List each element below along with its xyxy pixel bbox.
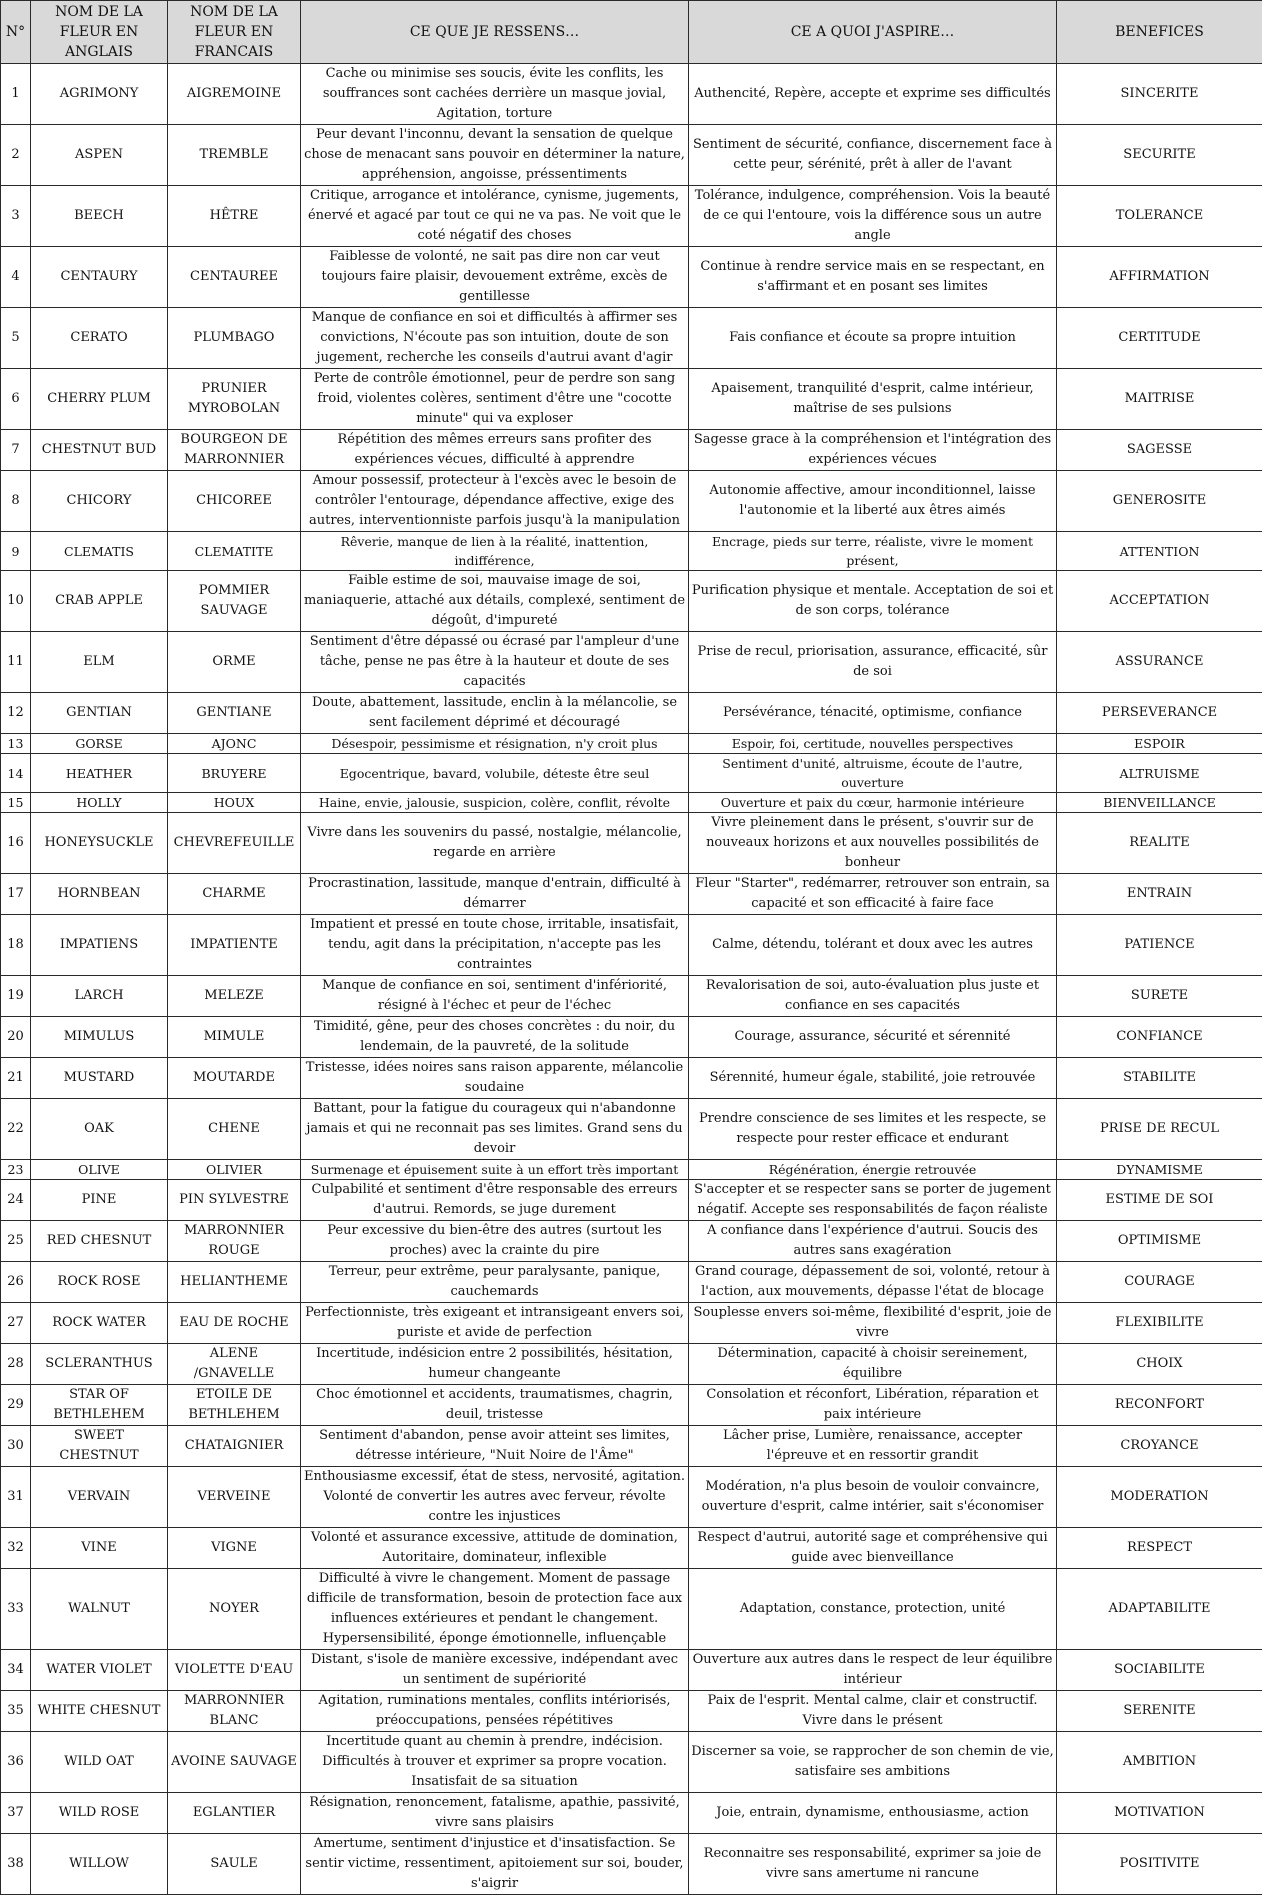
cell-english-name: HEATHER <box>31 754 168 793</box>
cell-feelings: Manque de confiance en soi et difficultés à affirmer ses convictions, N'écoute pas son intuition, doute de son jugement, recherche les conseils d'autrui avant d'agir <box>301 308 689 369</box>
cell-num: 1 <box>1 64 31 125</box>
cell-english-name: VERVAIN <box>31 1467 168 1528</box>
cell-feelings: Difficulté à vivre le changement. Moment de passage difficile de transformation, besoin de protection face aux influences extérieures et pendant le changement. Hypersensibilité, éponge émotionnelle, influençable <box>301 1569 689 1650</box>
cell-benefit: PERSEVERANCE <box>1057 693 1262 734</box>
cell-benefit: SOCIABILITE <box>1057 1650 1262 1691</box>
cell-french-name: BRUYERE <box>168 754 301 793</box>
cell-aspirations: Purification physique et mentale. Acceptation de soi et de son corps, tolérance <box>689 571 1057 632</box>
cell-feelings: Tristesse, idées noires sans raison apparente, mélancolie soudaine <box>301 1058 689 1099</box>
cell-english-name: OAK <box>31 1099 168 1160</box>
cell-aspirations: Respect d'autrui, autorité sage et compréhensive qui guide avec bienveillance <box>689 1528 1057 1569</box>
cell-french-name: MELEZE <box>168 976 301 1017</box>
cell-aspirations: Calme, détendu, tolérant et doux avec les autres <box>689 915 1057 976</box>
cell-benefit: CERTITUDE <box>1057 308 1262 369</box>
header-french-name: NOM DE LA FLEUR EN FRANCAIS <box>168 1 301 64</box>
cell-english-name: SCLERANTHUS <box>31 1344 168 1385</box>
cell-benefit: SINCERITE <box>1057 64 1262 125</box>
cell-feelings: Choc émotionnel et accidents, traumatismes, chagrin, deuil, tristesse <box>301 1385 689 1426</box>
cell-french-name: GENTIANE <box>168 693 301 734</box>
cell-french-name: VIGNE <box>168 1528 301 1569</box>
cell-feelings: Rêverie, manque de lien à la réalité, inattention, indifférence, <box>301 532 689 571</box>
header-num: N° <box>1 1 31 64</box>
cell-english-name: VINE <box>31 1528 168 1569</box>
cell-benefit: CHOIX <box>1057 1344 1262 1385</box>
cell-french-name: NOYER <box>168 1569 301 1650</box>
cell-num: 34 <box>1 1650 31 1691</box>
cell-num: 29 <box>1 1385 31 1426</box>
cell-french-name: AJONC <box>168 734 301 754</box>
cell-aspirations: Grand courage, dépassement de soi, volonté, retour à l'action, aux mouvements, dépasse l'état de blocage <box>689 1262 1057 1303</box>
cell-english-name: BEECH <box>31 186 168 247</box>
cell-english-name: OLIVE <box>31 1160 168 1180</box>
table-row <box>1 915 1262 976</box>
cell-num: 19 <box>1 976 31 1017</box>
cell-french-name: CHATAIGNIER <box>168 1426 301 1467</box>
cell-num: 27 <box>1 1303 31 1344</box>
cell-feelings: Cache ou minimise ses soucis, évite les conflits, les souffrances sont cachées derrière un masque jovial, Agitation, torture <box>301 64 689 125</box>
table-row <box>1 1732 1262 1793</box>
table-row <box>1 632 1262 693</box>
cell-feelings: Sentiment d'être dépassé ou écrasé par l'ampleur d'une tâche, pense ne pas être à la hauteur et doute de ses capacités <box>301 632 689 693</box>
cell-aspirations: Apaisement, tranquilité d'esprit, calme intérieur, maîtrise de ses pulsions <box>689 369 1057 430</box>
cell-english-name: ASPEN <box>31 125 168 186</box>
cell-english-name: CERATO <box>31 308 168 369</box>
cell-feelings: Faiblesse de volonté, ne sait pas dire non car veut toujours faire plaisir, devouement extrême, excès de gentillesse <box>301 247 689 308</box>
cell-french-name: MARRONNIER BLANC <box>168 1691 301 1732</box>
cell-benefit: STABILITE <box>1057 1058 1262 1099</box>
cell-num: 23 <box>1 1160 31 1180</box>
header-english-name: NOM DE LA FLEUR EN ANGLAIS <box>31 1 168 64</box>
cell-num: 8 <box>1 471 31 532</box>
cell-french-name: MARRONNIER ROUGE <box>168 1221 301 1262</box>
cell-aspirations: Authencité, Repère, accepte et exprime ses difficultés <box>689 64 1057 125</box>
cell-num: 18 <box>1 915 31 976</box>
cell-feelings: Terreur, peur extrême, peur paralysante, panique, cauchemards <box>301 1262 689 1303</box>
cell-num: 37 <box>1 1793 31 1834</box>
cell-num: 35 <box>1 1691 31 1732</box>
cell-english-name: RED CHESNUT <box>31 1221 168 1262</box>
cell-feelings: Surmenage et épuisement suite à un effort très important <box>301 1160 689 1180</box>
cell-french-name: CENTAUREE <box>168 247 301 308</box>
cell-feelings: Incertitude, indésicion entre 2 possibilités, hésitation, humeur changeante <box>301 1344 689 1385</box>
cell-aspirations: Espoir, foi, certitude, nouvelles perspectives <box>689 734 1057 754</box>
cell-benefit: MAITRISE <box>1057 369 1262 430</box>
cell-num: 17 <box>1 874 31 915</box>
cell-feelings: Répétition des mêmes erreurs sans profiter des expériences vécues, difficulté à apprendre <box>301 430 689 471</box>
cell-aspirations: Encrage, pieds sur terre, réaliste, vivre le moment présent, <box>689 532 1057 571</box>
cell-aspirations: Vivre pleinement dans le présent, s'ouvrir sur de nouveaux horizons et aux nouvelles possibilités de bonheur <box>689 813 1057 874</box>
cell-benefit: ATTENTION <box>1057 532 1262 571</box>
cell-benefit: BIENVEILLANCE <box>1057 793 1262 813</box>
cell-french-name: ORME <box>168 632 301 693</box>
cell-num: 12 <box>1 693 31 734</box>
cell-aspirations: Joie, entrain, dynamisme, enthousiasme, action <box>689 1793 1057 1834</box>
cell-feelings: Manque de confiance en soi, sentiment d'infériorité, résigné à l'échec et peur de l'échec <box>301 976 689 1017</box>
cell-num: 20 <box>1 1017 31 1058</box>
cell-aspirations: Ouverture aux autres dans le respect de leur équilibre intérieur <box>689 1650 1057 1691</box>
cell-benefit: SAGESSE <box>1057 430 1262 471</box>
cell-feelings: Peur devant l'inconnu, devant la sensation de quelque chose de menacant sans pouvoir en déterminer la nature, appréhension, angoisse, préssentiments <box>301 125 689 186</box>
table-row <box>1 308 1262 369</box>
cell-benefit: MOTIVATION <box>1057 1793 1262 1834</box>
table-row <box>1 1569 1262 1650</box>
cell-aspirations: Persévérance, ténacité, optimisme, confiance <box>689 693 1057 734</box>
cell-aspirations: Tolérance, indulgence, compréhension. Vois la beauté de ce qui l'entoure, vois la différence sous un autre angle <box>689 186 1057 247</box>
cell-feelings: Incertitude quant au chemin à prendre, indécision. Difficultés à trouver et exprimer sa propre vocation. Insatisfait de sa situation <box>301 1732 689 1793</box>
table-row <box>1 1058 1262 1099</box>
cell-french-name: CHENE <box>168 1099 301 1160</box>
cell-feelings: Agitation, ruminations mentales, conflits intériorisés, préoccupations, pensées répétitives <box>301 1691 689 1732</box>
cell-french-name: ALENE /GNAVELLE <box>168 1344 301 1385</box>
cell-english-name: ROCK ROSE <box>31 1262 168 1303</box>
table-row <box>1 1303 1262 1344</box>
cell-french-name: AIGREMOINE <box>168 64 301 125</box>
cell-aspirations: Continue à rendre service mais en se respectant, en s'affirmant et en posant ses limites <box>689 247 1057 308</box>
table-row <box>1 1099 1262 1160</box>
cell-feelings: Désespoir, pessimisme et résignation, n'y croit plus <box>301 734 689 754</box>
cell-aspirations: Sentiment d'unité, altruisme, écoute de l'autre, ouverture <box>689 754 1057 793</box>
cell-english-name: WILD OAT <box>31 1732 168 1793</box>
cell-benefit: ALTRUISME <box>1057 754 1262 793</box>
cell-num: 6 <box>1 369 31 430</box>
table-row <box>1 1528 1262 1569</box>
cell-num: 21 <box>1 1058 31 1099</box>
table-row <box>1 693 1262 734</box>
table-row <box>1 813 1262 874</box>
cell-french-name: HÊTRE <box>168 186 301 247</box>
cell-aspirations: Autonomie affective, amour inconditionnel, laisse l'autonomie et la liberté aux êtres aimés <box>689 471 1057 532</box>
cell-aspirations: Souplesse envers soi-même, flexibilité d'esprit, joie de vivre <box>689 1303 1057 1344</box>
cell-feelings: Sentiment d'abandon, pense avoir atteint ses limites, détresse intérieure, "Nuit Noire de l'Âme" <box>301 1426 689 1467</box>
cell-french-name: IMPATIENTE <box>168 915 301 976</box>
cell-aspirations: Paix de l'esprit. Mental calme, clair et constructif. Vivre dans le présent <box>689 1691 1057 1732</box>
cell-french-name: PLUMBAGO <box>168 308 301 369</box>
cell-english-name: WILD ROSE <box>31 1793 168 1834</box>
cell-num: 10 <box>1 571 31 632</box>
cell-english-name: GENTIAN <box>31 693 168 734</box>
cell-feelings: Egocentrique, bavard, volubile, déteste être seul <box>301 754 689 793</box>
cell-num: 32 <box>1 1528 31 1569</box>
cell-benefit: RESPECT <box>1057 1528 1262 1569</box>
cell-num: 3 <box>1 186 31 247</box>
cell-aspirations: Ouverture et paix du cœur, harmonie intérieure <box>689 793 1057 813</box>
cell-benefit: AFFIRMATION <box>1057 247 1262 308</box>
cell-aspirations: Adaptation, constance, protection, unité <box>689 1569 1057 1650</box>
table-row <box>1 1834 1262 1895</box>
cell-num: 4 <box>1 247 31 308</box>
table-row <box>1 1691 1262 1732</box>
cell-num: 11 <box>1 632 31 693</box>
cell-benefit: ACCEPTATION <box>1057 571 1262 632</box>
cell-benefit: PATIENCE <box>1057 915 1262 976</box>
table-body <box>1 64 1262 1895</box>
cell-english-name: LARCH <box>31 976 168 1017</box>
cell-english-name: WILLOW <box>31 1834 168 1895</box>
cell-french-name: VIOLETTE D'EAU <box>168 1650 301 1691</box>
table-row <box>1 976 1262 1017</box>
header-feelings: CE QUE JE RESSENS… <box>301 1 689 64</box>
cell-french-name: EGLANTIER <box>168 1793 301 1834</box>
header-row <box>1 1 1262 64</box>
cell-aspirations: Revalorisation de soi, auto-évaluation plus juste et confiance en ses capacités <box>689 976 1057 1017</box>
table-row <box>1 532 1262 571</box>
table-row <box>1 186 1262 247</box>
cell-english-name: HOLLY <box>31 793 168 813</box>
cell-english-name: CRAB APPLE <box>31 571 168 632</box>
table-row <box>1 874 1262 915</box>
table-row <box>1 1221 1262 1262</box>
table-row <box>1 430 1262 471</box>
cell-aspirations: Sentiment de sécurité, confiance, discernement face à cette peur, sérénité, prêt à aller de l'avant <box>689 125 1057 186</box>
cell-feelings: Perfectionniste, très exigeant et intransigeant envers soi, puriste et avide de perfection <box>301 1303 689 1344</box>
table-row <box>1 1160 1262 1180</box>
cell-english-name: CHESTNUT BUD <box>31 430 168 471</box>
cell-feelings: Critique, arrogance et intolérance, cynisme, jugements, énervé et agacé par tout ce qui ne va pas. Ne voit que le coté négatif des choses <box>301 186 689 247</box>
cell-benefit: ADAPTABILITE <box>1057 1569 1262 1650</box>
cell-benefit: OPTIMISME <box>1057 1221 1262 1262</box>
cell-feelings: Vivre dans les souvenirs du passé, nostalgie, mélancolie, regarde en arrière <box>301 813 689 874</box>
cell-aspirations: Reconnaitre ses responsabilité, exprimer sa joie de vivre sans amertume ni rancune <box>689 1834 1057 1895</box>
table-row <box>1 1385 1262 1426</box>
cell-benefit: TOLERANCE <box>1057 186 1262 247</box>
table-row <box>1 369 1262 430</box>
cell-feelings: Volonté et assurance excessive, attitude de domination, Autoritaire, dominateur, inflexible <box>301 1528 689 1569</box>
cell-english-name: STAR OF BETHLEHEM <box>31 1385 168 1426</box>
cell-english-name: WALNUT <box>31 1569 168 1650</box>
cell-french-name: PIN SYLVESTRE <box>168 1180 301 1221</box>
table-row <box>1 125 1262 186</box>
cell-french-name: PRUNIER MYROBOLAN <box>168 369 301 430</box>
cell-english-name: SWEET CHESTNUT <box>31 1426 168 1467</box>
cell-aspirations: Détermination, capacité à choisir sereinement, équilibre <box>689 1344 1057 1385</box>
table-row <box>1 1793 1262 1834</box>
cell-benefit: MODERATION <box>1057 1467 1262 1528</box>
cell-aspirations: Consolation et réconfort, Libération, réparation et paix intérieure <box>689 1385 1057 1426</box>
cell-num: 2 <box>1 125 31 186</box>
cell-french-name: CHEVREFEUILLE <box>168 813 301 874</box>
cell-feelings: Procrastination, lassitude, manque d'entrain, difficulté à démarrer <box>301 874 689 915</box>
header-benefits: BENEFICES <box>1057 1 1262 64</box>
cell-feelings: Distant, s'isole de manière excessive, indépendant avec un sentiment de supériorité <box>301 1650 689 1691</box>
cell-num: 22 <box>1 1099 31 1160</box>
cell-feelings: Amertume, sentiment d'injustice et d'insatisfaction. Se sentir victime, ressentiment, apitoiement sur soi, bouder, s'aigrir <box>301 1834 689 1895</box>
table-row <box>1 247 1262 308</box>
table-row <box>1 1467 1262 1528</box>
cell-benefit: CONFIANCE <box>1057 1017 1262 1058</box>
cell-feelings: Perte de contrôle émotionnel, peur de perdre son sang froid, violentes colères, sentiment d'être une "cocotte minute" qui va exploser <box>301 369 689 430</box>
cell-english-name: AGRIMONY <box>31 64 168 125</box>
cell-english-name: WHITE CHESNUT <box>31 1691 168 1732</box>
table-row <box>1 1262 1262 1303</box>
cell-num: 33 <box>1 1569 31 1650</box>
cell-english-name: WATER VIOLET <box>31 1650 168 1691</box>
cell-benefit: ENTRAIN <box>1057 874 1262 915</box>
cell-benefit: ESTIME DE SOI <box>1057 1180 1262 1221</box>
cell-benefit: FLEXIBILITE <box>1057 1303 1262 1344</box>
cell-english-name: MIMULUS <box>31 1017 168 1058</box>
cell-benefit: ESPOIR <box>1057 734 1262 754</box>
cell-french-name: VERVEINE <box>168 1467 301 1528</box>
cell-benefit: SERENITE <box>1057 1691 1262 1732</box>
cell-benefit: ASSURANCE <box>1057 632 1262 693</box>
cell-benefit: CROYANCE <box>1057 1426 1262 1467</box>
cell-benefit: REALITE <box>1057 813 1262 874</box>
cell-num: 31 <box>1 1467 31 1528</box>
cell-feelings: Peur excessive du bien-être des autres (surtout les proches) avec la crainte du pire <box>301 1221 689 1262</box>
cell-feelings: Résignation, renoncement, fatalisme, apathie, passivité, vivre sans plaisirs <box>301 1793 689 1834</box>
cell-english-name: CHERRY PLUM <box>31 369 168 430</box>
cell-english-name: ROCK WATER <box>31 1303 168 1344</box>
cell-feelings: Impatient et pressé en toute chose, irritable, insatisfait, tendu, agit dans la précipitation, n'accepte pas les contraintes <box>301 915 689 976</box>
cell-num: 25 <box>1 1221 31 1262</box>
cell-num: 24 <box>1 1180 31 1221</box>
cell-french-name: SAULE <box>168 1834 301 1895</box>
cell-aspirations: Prendre conscience de ses limites et les respecte, se respecte pour rester efficace et endurant <box>689 1099 1057 1160</box>
cell-num: 28 <box>1 1344 31 1385</box>
cell-num: 15 <box>1 793 31 813</box>
cell-aspirations: Sagesse grace à la compréhension et l'intégration des expériences vécues <box>689 430 1057 471</box>
cell-french-name: CHARME <box>168 874 301 915</box>
cell-feelings: Faible estime de soi, mauvaise image de soi, maniaquerie, attaché aux détails, complexé, sentiment de dégoût, d'impureté <box>301 571 689 632</box>
cell-french-name: AVOINE SAUVAGE <box>168 1732 301 1793</box>
cell-num: 7 <box>1 430 31 471</box>
cell-num: 5 <box>1 308 31 369</box>
cell-french-name: CHICOREE <box>168 471 301 532</box>
cell-feelings: Timidité, gêne, peur des choses concrètes : du noir, du lendemain, de la pauvreté, de la solitude <box>301 1017 689 1058</box>
cell-num: 14 <box>1 754 31 793</box>
cell-benefit: SECURITE <box>1057 125 1262 186</box>
cell-feelings: Amour possessif, protecteur à l'excès avec le besoin de contrôler l'entourage, dépendance affective, exige des autres, interventionniste parfois jusqu'à la manipulation <box>301 471 689 532</box>
table-row <box>1 471 1262 532</box>
cell-aspirations: S'accepter et se respecter sans se porter de jugement négatif. Accepte ses responsabilités de façon réaliste <box>689 1180 1057 1221</box>
header-aspirations: CE A QUOI J'ASPIRE… <box>689 1 1057 64</box>
cell-french-name: HOUX <box>168 793 301 813</box>
cell-french-name: HELIANTHEME <box>168 1262 301 1303</box>
table-row <box>1 1426 1262 1467</box>
cell-num: 9 <box>1 532 31 571</box>
cell-benefit: AMBITION <box>1057 1732 1262 1793</box>
cell-english-name: MUSTARD <box>31 1058 168 1099</box>
cell-num: 13 <box>1 734 31 754</box>
table-row <box>1 64 1262 125</box>
cell-aspirations: Courage, assurance, sécurité et sérennité <box>689 1017 1057 1058</box>
cell-num: 36 <box>1 1732 31 1793</box>
cell-benefit: COURAGE <box>1057 1262 1262 1303</box>
cell-benefit: RECONFORT <box>1057 1385 1262 1426</box>
cell-aspirations: Sérennité, humeur égale, stabilité, joie retrouvée <box>689 1058 1057 1099</box>
cell-aspirations: Lâcher prise, Lumière, renaissance, accepter l'épreuve et en ressortir grandit <box>689 1426 1057 1467</box>
cell-aspirations: Discerner sa voie, se rapprocher de son chemin de vie, satisfaire ses ambitions <box>689 1732 1057 1793</box>
cell-aspirations: Fais confiance et écoute sa propre intuition <box>689 308 1057 369</box>
cell-french-name: CLEMATITE <box>168 532 301 571</box>
cell-english-name: HONEYSUCKLE <box>31 813 168 874</box>
cell-feelings: Culpabilité et sentiment d'être responsable des erreurs d'autrui. Remords, se juge durement <box>301 1180 689 1221</box>
cell-french-name: POMMIER SAUVAGE <box>168 571 301 632</box>
table-row <box>1 1017 1262 1058</box>
cell-french-name: MIMULE <box>168 1017 301 1058</box>
table-row <box>1 1180 1262 1221</box>
cell-french-name: ETOILE DE BETHLEHEM <box>168 1385 301 1426</box>
cell-benefit: PRISE DE RECUL <box>1057 1099 1262 1160</box>
cell-feelings: Haine, envie, jalousie, suspicion, colère, conflit, révolte <box>301 793 689 813</box>
table-row <box>1 754 1262 793</box>
cell-aspirations: Fleur "Starter", redémarrer, retrouver son entrain, sa capacité et son efficacité à faire face <box>689 874 1057 915</box>
cell-english-name: PINE <box>31 1180 168 1221</box>
cell-aspirations: A confiance dans l'expérience d'autrui. Soucis des autres sans exagération <box>689 1221 1057 1262</box>
cell-benefit: GENEROSITE <box>1057 471 1262 532</box>
cell-num: 38 <box>1 1834 31 1895</box>
table-header <box>1 1 1262 64</box>
cell-french-name: EAU DE ROCHE <box>168 1303 301 1344</box>
cell-aspirations: Régénération, énergie retrouvée <box>689 1160 1057 1180</box>
cell-benefit: POSITIVITE <box>1057 1834 1262 1895</box>
table-row <box>1 793 1262 813</box>
cell-aspirations: Modération, n'a plus besoin de vouloir convaincre, ouverture d'esprit, calme intérier, sait s'économiser <box>689 1467 1057 1528</box>
cell-english-name: CLEMATIS <box>31 532 168 571</box>
table-row <box>1 1650 1262 1691</box>
cell-english-name: IMPATIENS <box>31 915 168 976</box>
cell-french-name: OLIVIER <box>168 1160 301 1180</box>
cell-english-name: GORSE <box>31 734 168 754</box>
cell-benefit: DYNAMISME <box>1057 1160 1262 1180</box>
cell-english-name: ELM <box>31 632 168 693</box>
cell-english-name: HORNBEAN <box>31 874 168 915</box>
cell-num: 26 <box>1 1262 31 1303</box>
cell-french-name: TREMBLE <box>168 125 301 186</box>
cell-french-name: MOUTARDE <box>168 1058 301 1099</box>
cell-aspirations: Prise de recul, priorisation, assurance, efficacité, sûr de soi <box>689 632 1057 693</box>
cell-english-name: CENTAURY <box>31 247 168 308</box>
cell-feelings: Battant, pour la fatigue du courageux qui n'abandonne jamais et qui ne reconnait pas ses limites. Grand sens du devoir <box>301 1099 689 1160</box>
cell-feelings: Doute, abattement, lassitude, enclin à la mélancolie, se sent facilement déprimé et découragé <box>301 693 689 734</box>
table-row <box>1 571 1262 632</box>
table-row <box>1 1344 1262 1385</box>
table-row <box>1 734 1262 754</box>
cell-feelings: Enthousiasme excessif, état de stess, nervosité, agitation. Volonté de convertir les autres avec ferveur, révolte contre les injustices <box>301 1467 689 1528</box>
cell-num: 16 <box>1 813 31 874</box>
cell-num: 30 <box>1 1426 31 1467</box>
cell-benefit: SURETE <box>1057 976 1262 1017</box>
cell-english-name: CHICORY <box>31 471 168 532</box>
cell-french-name: BOURGEON DE MARRONNIER <box>168 430 301 471</box>
